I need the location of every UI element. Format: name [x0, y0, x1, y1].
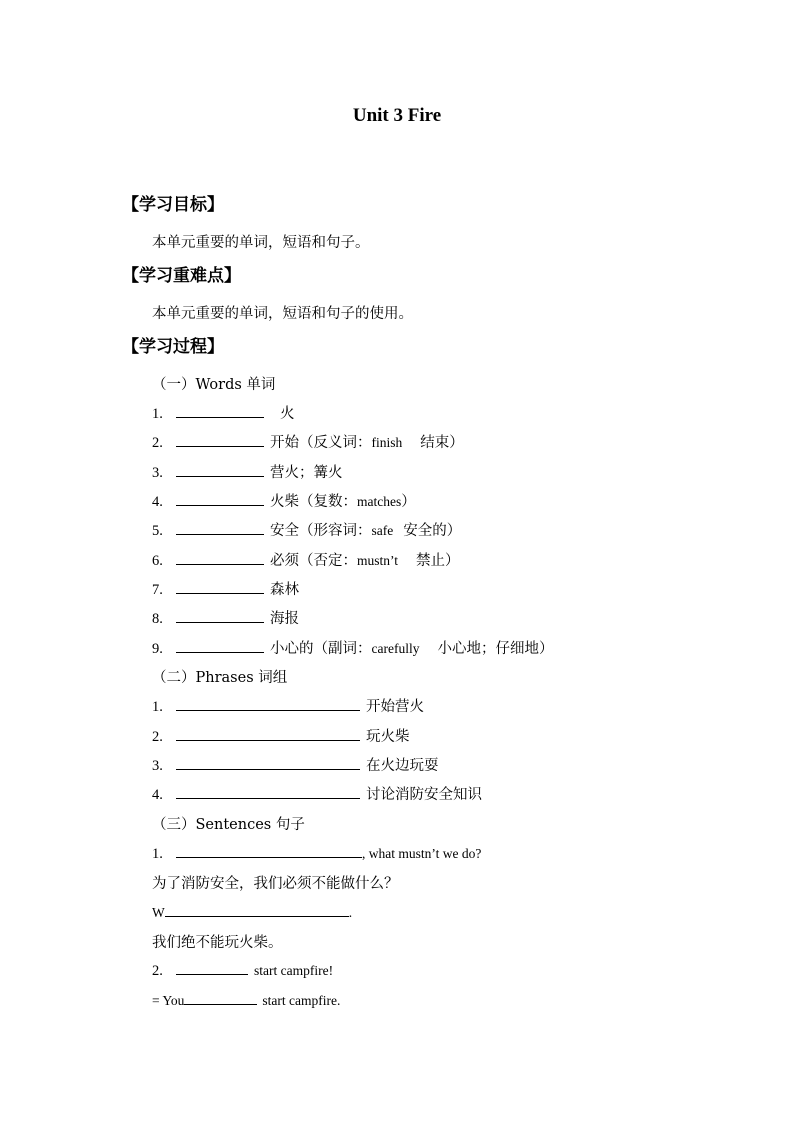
word-meaning: 营火；篝火 — [270, 465, 343, 481]
sentence-tail: , what mustn’t we do? — [362, 846, 482, 861]
sentence-tail: start campfire! — [254, 963, 334, 978]
answer-blank[interactable] — [165, 902, 349, 917]
word-item — [152, 490, 416, 511]
answer-blank[interactable] — [176, 843, 362, 858]
word-meaning: 海报 — [270, 611, 299, 627]
answer-blank[interactable] — [176, 579, 264, 594]
answer-tail: . — [348, 905, 353, 920]
process-heading: 【学习过程】 — [122, 337, 224, 357]
word-meaning-tail: 禁止） — [416, 553, 460, 569]
sentence-answer-line — [152, 902, 352, 921]
item-number: 5. — [152, 523, 163, 539]
item-number: 2. — [152, 963, 163, 979]
word-item — [152, 461, 343, 482]
word-meaning: 森林 — [270, 582, 299, 598]
word-meaning-tail: ） — [401, 494, 416, 510]
goal-heading: 【学习目标】 — [122, 195, 224, 215]
answer-blank[interactable] — [184, 990, 257, 1005]
item-number: 1. — [152, 699, 163, 715]
word-meaning-tail: 结束） — [420, 435, 464, 451]
phrase-item — [152, 754, 439, 775]
sentences-label: （三）Sentences 句子 — [152, 817, 305, 833]
answer-blank[interactable] — [176, 960, 248, 975]
item-number: 4. — [152, 787, 163, 803]
word-meaning: 必须（否定： — [270, 553, 357, 569]
item-number: 6. — [152, 553, 163, 569]
word-item — [152, 431, 464, 452]
word-english: mustn’t — [357, 553, 399, 568]
word-english: matches — [357, 494, 402, 509]
goal-text: 本单元重要的单词，短语和句子。 — [152, 235, 370, 251]
page-title: Unit 3 Fire — [352, 105, 442, 126]
word-meaning-tail: 安全的） — [403, 523, 462, 539]
word-english: carefully — [371, 641, 420, 656]
word-meaning-tail: 小心地；仔细地） — [437, 641, 554, 657]
item-number: 2. — [152, 435, 163, 451]
answer-blank[interactable] — [176, 550, 264, 565]
sentence-item — [152, 843, 481, 863]
phrase-item — [152, 695, 424, 716]
item-number: 7. — [152, 582, 163, 598]
item-number: 3. — [152, 465, 163, 481]
word-english: finish — [371, 435, 403, 450]
rewrite-prefix: = You — [152, 993, 185, 1008]
answer-prefix: W — [152, 905, 165, 920]
sentence-item — [152, 960, 333, 980]
word-item — [152, 637, 553, 658]
word-english: safe — [371, 523, 394, 538]
answer-blank[interactable] — [176, 432, 264, 447]
key-text: 本单元重要的单词，短语和句子的使用。 — [152, 306, 413, 322]
phrase-meaning: 开始营火 — [366, 699, 424, 715]
phrase-meaning: 在火边玩耍 — [366, 758, 439, 774]
item-number: 9. — [152, 641, 163, 657]
item-number: 3. — [152, 758, 163, 774]
words-label: （一）Words 单词 — [152, 377, 276, 393]
word-item — [152, 549, 460, 570]
answer-blank[interactable] — [176, 403, 264, 418]
answer-blank[interactable] — [176, 755, 360, 770]
sentence-translation: 为了消防安全，我们必须不能做什么？ — [152, 876, 399, 892]
phrase-item — [152, 783, 482, 804]
answer-blank[interactable] — [176, 462, 264, 477]
answer-blank[interactable] — [176, 696, 360, 711]
word-item — [152, 607, 299, 628]
item-number: 1. — [152, 846, 163, 862]
answer-blank[interactable] — [176, 726, 360, 741]
answer-blank[interactable] — [176, 520, 264, 535]
phrase-item — [152, 725, 410, 746]
item-number: 1. — [152, 406, 163, 422]
word-meaning: 火柴（复数： — [270, 494, 357, 510]
answer-blank[interactable] — [176, 491, 264, 506]
word-meaning: 小心的（副词： — [270, 641, 372, 657]
phrase-meaning: 讨论消防安全知识 — [366, 787, 482, 803]
word-item — [152, 519, 461, 540]
word-item — [152, 402, 295, 423]
key-heading: 【学习重难点】 — [122, 266, 241, 286]
phrase-meaning: 玩火柴 — [366, 729, 410, 745]
word-meaning: 开始（反义词： — [270, 435, 372, 451]
word-meaning: 安全（形容词： — [270, 523, 372, 539]
phrases-label: （二）Phrases 词组 — [152, 670, 288, 686]
sentence-rewrite — [152, 990, 340, 1009]
item-number: 2. — [152, 729, 163, 745]
answer-blank[interactable] — [176, 638, 264, 653]
item-number: 8. — [152, 611, 163, 627]
word-item — [152, 578, 299, 599]
sentence-translation: 我们绝不能玩火柴。 — [152, 935, 283, 951]
word-meaning: 火 — [280, 406, 295, 422]
item-number: 4. — [152, 494, 163, 510]
answer-blank[interactable] — [176, 784, 360, 799]
answer-blank[interactable] — [176, 608, 264, 623]
sentence-tail: start campfire. — [262, 993, 341, 1008]
